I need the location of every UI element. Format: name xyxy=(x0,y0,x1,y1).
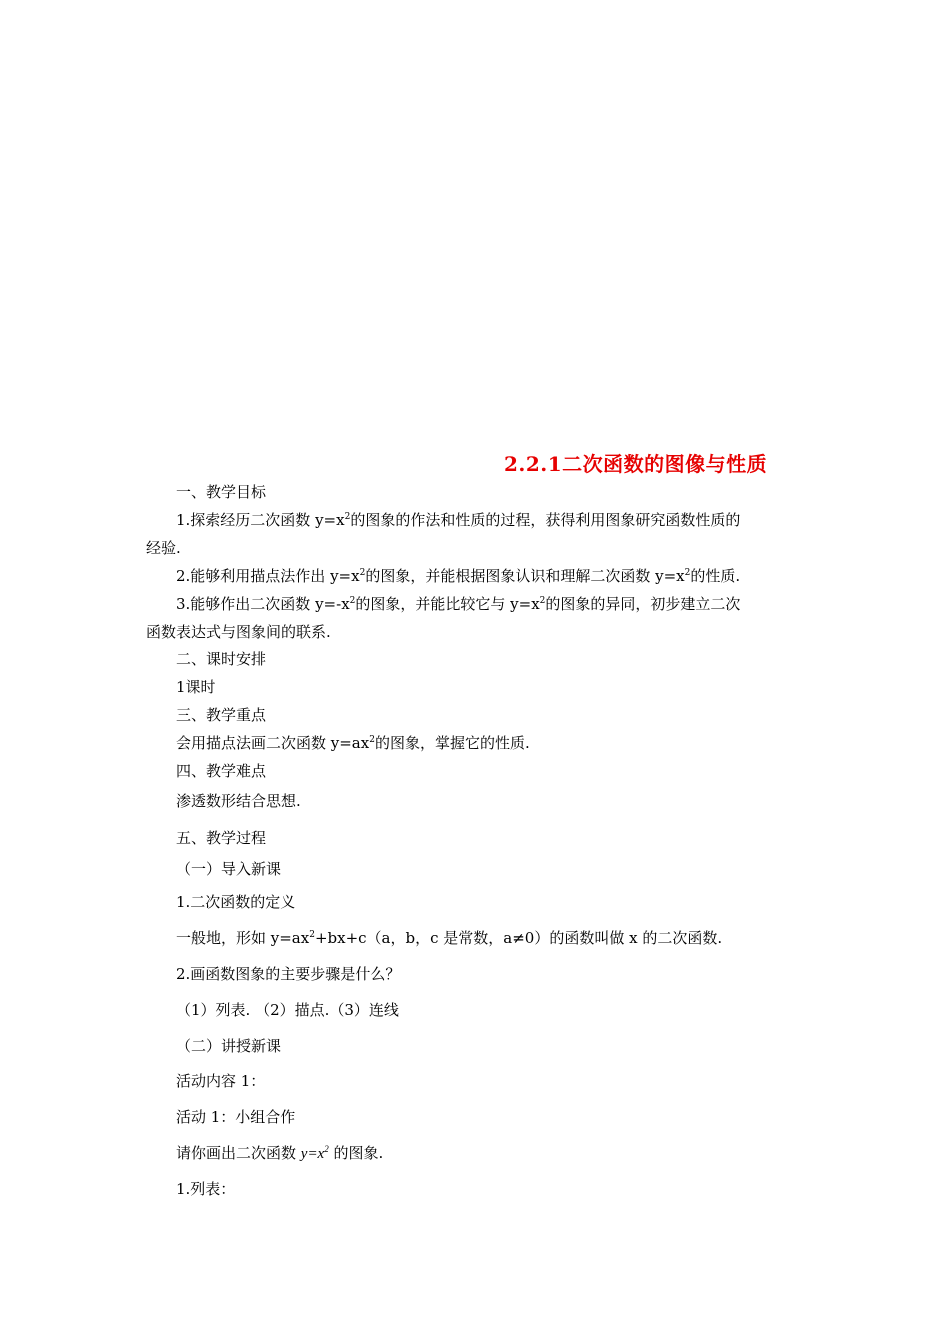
activity-1-label: 活动 1：小组合作 xyxy=(176,1108,296,1126)
steps-question: 2.画函数图象的主要步骤是什么？ xyxy=(176,965,401,983)
subsection-intro: （一）导入新课 xyxy=(176,860,282,878)
steps-answer: （1）列表. （2）描点.（3）连线 xyxy=(176,1001,399,1019)
activity-instruction: 请你画出二次函数 $y=x^2$ 的图象. xyxy=(176,1144,384,1162)
section-heading-schedule: 二、课时安排 xyxy=(176,650,267,668)
table-step-label: 1.列表： xyxy=(176,1180,236,1198)
difficulties-text: 渗透数形结合思想. xyxy=(176,792,301,810)
section-heading-key-points: 三、教学重点 xyxy=(176,706,267,724)
objective-2: 2.能够利用描点法作出 $y=x^2$的图象，并能根据图象认识和理解二次函数 $y=x^2$的性质. xyxy=(176,567,741,585)
definition-heading: 1.二次函数的定义 xyxy=(176,893,296,911)
page-title: 2.2.1二次函数的图像与性质 xyxy=(504,452,768,476)
definition-text: 一般地，形如 $y=ax^2+bx+c(a$，b，c 是常数，a≠0）的函数叫做 x 的二次函数. xyxy=(176,929,723,947)
activity-content-label: 活动内容 1： xyxy=(176,1072,266,1090)
section-heading-difficulties: 四、教学难点 xyxy=(176,762,267,780)
schedule-text: 1课时 xyxy=(176,678,216,696)
key-points-text: 会用描点法画二次函数 $y=ax^2$的图象，掌握它的性质. xyxy=(176,734,530,752)
objective-3-line-1: 3.能够作出二次函数 $y=-x^2$的图象，并能比较它与 $y=x^2$的图象的异同，初步建立二次 xyxy=(176,595,741,613)
objective-1-line-2: 经验. xyxy=(146,539,181,557)
subsection-new-lesson: （二）讲授新课 xyxy=(176,1037,282,1055)
section-heading-process: 五、教学过程 xyxy=(176,829,267,847)
objective-1-line-1: 1.探索经历二次函数 $y=x^2$的图象的作法和性质的过程，获得利用图象研究函数性质的 xyxy=(176,511,741,529)
section-heading-objectives: 一、教学目标 xyxy=(176,483,267,501)
objective-3-line-2: 函数表达式与图象间的联系. xyxy=(146,623,331,641)
